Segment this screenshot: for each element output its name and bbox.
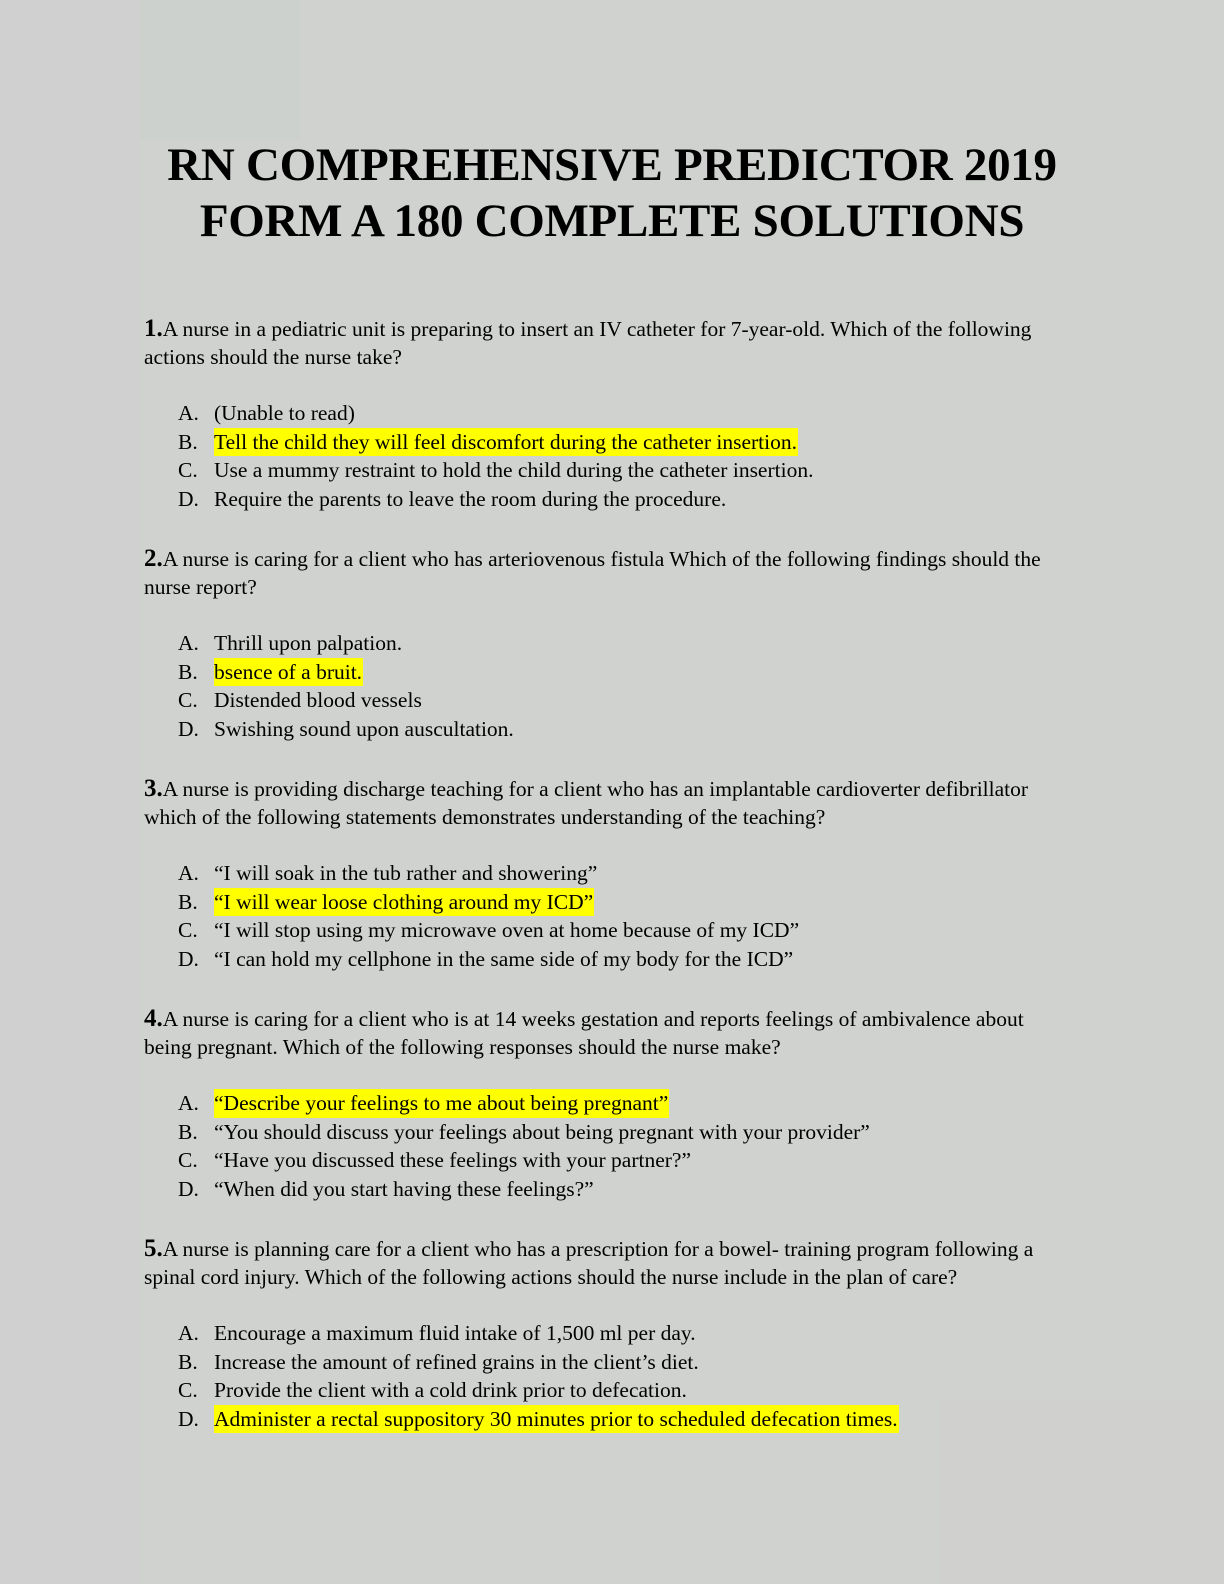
option-d-highlighted bbox=[144, 1405, 1064, 1434]
option-b-highlighted bbox=[144, 658, 1064, 687]
option-a bbox=[144, 629, 1064, 658]
option-letter: A. bbox=[178, 1091, 199, 1115]
title-line-2: FORM A 180 COMPLETE SOLUTIONS bbox=[199, 195, 1025, 247]
option-text: “I can hold my cellphone in the same side of my body for the ICD” bbox=[214, 946, 794, 971]
option-letter: C. bbox=[178, 1148, 198, 1172]
title-line-1: RN COMPREHENSIVE PREDICTOR 2019 bbox=[167, 139, 1057, 191]
option-letter: D. bbox=[178, 716, 199, 741]
option-letter: B. bbox=[178, 429, 198, 454]
option-letter: C. bbox=[178, 458, 198, 482]
option-a bbox=[144, 399, 1064, 428]
option-c bbox=[144, 1146, 1064, 1175]
option-text: Provide the client with a cold drink prior to defecation. bbox=[214, 1378, 687, 1402]
option-text: Distended blood vessels bbox=[214, 688, 422, 712]
option-c bbox=[144, 1376, 1064, 1405]
question-number: 5. bbox=[144, 1235, 163, 1262]
option-c bbox=[144, 686, 1064, 715]
option-d bbox=[144, 485, 1064, 514]
option-d bbox=[144, 945, 1064, 974]
option-text: Require the parents to leave the room during the procedure. bbox=[214, 486, 727, 511]
option-b bbox=[144, 1348, 1064, 1377]
option-letter: C. bbox=[178, 918, 198, 942]
question-stem bbox=[144, 1235, 1064, 1291]
question-number: 4. bbox=[144, 1005, 163, 1032]
option-text: “Have you discussed these feelings with your partner?” bbox=[214, 1148, 692, 1172]
option-text: Encourage a maximum fluid intake of 1,500 ml per day. bbox=[214, 1321, 696, 1345]
option-a-highlighted bbox=[144, 1089, 1064, 1118]
option-letter: A. bbox=[178, 631, 199, 655]
question-stem bbox=[144, 315, 1064, 371]
option-letter: B. bbox=[178, 1349, 198, 1374]
question-3 bbox=[144, 775, 1064, 973]
option-b bbox=[144, 1118, 1064, 1147]
question-text: A nurse is caring for a client who has arteriovenous fistula Which of the following findings should the nurse report? bbox=[144, 547, 1041, 599]
document-title bbox=[0, 137, 1224, 249]
option-text-highlighted: bsence of a bruit. bbox=[214, 658, 363, 687]
option-letter: A. bbox=[178, 1321, 199, 1345]
question-text: A nurse is planning care for a client who has a prescription for a bowel- training program following a spinal cord injury. Which of the following actions should the nurse include in the plan of care? bbox=[144, 1237, 1034, 1289]
option-text: (Unable to read) bbox=[214, 401, 355, 425]
option-letter: A. bbox=[178, 401, 199, 425]
question-text: A nurse in a pediatric unit is preparing to insert an IV catheter for 7-year-old. Which of the following actions should the nurse take? bbox=[144, 317, 1032, 369]
option-letter: B. bbox=[178, 659, 198, 684]
question-number: 1. bbox=[144, 315, 163, 342]
option-text: “I will stop using my microwave oven at home because of my ICD” bbox=[214, 918, 800, 942]
option-letter: D. bbox=[178, 1176, 199, 1201]
option-text: “When did you start having these feelings?” bbox=[214, 1176, 594, 1201]
question-4 bbox=[144, 1005, 1064, 1203]
question-number: 3. bbox=[144, 775, 163, 802]
question-number: 2. bbox=[144, 545, 163, 572]
option-text-highlighted: “I will wear loose clothing around my ICD” bbox=[214, 888, 594, 917]
question-stem bbox=[144, 1005, 1064, 1061]
question-stem bbox=[144, 775, 1064, 831]
option-letter: B. bbox=[178, 889, 198, 914]
question-text: A nurse is providing discharge teaching for a client who has an implantable cardioverter defibrillator which of the following statements demonstrates understanding of the teaching? bbox=[144, 777, 1029, 829]
option-text: Use a mummy restraint to hold the child during the catheter insertion. bbox=[214, 458, 814, 482]
option-letter: D. bbox=[178, 1406, 199, 1431]
option-c bbox=[144, 456, 1064, 485]
answer-options bbox=[144, 1319, 1064, 1433]
option-text: “I will soak in the tub rather and showering” bbox=[214, 861, 598, 885]
answer-options bbox=[144, 1089, 1064, 1203]
option-letter: C. bbox=[178, 1378, 198, 1402]
question-1 bbox=[144, 315, 1064, 513]
answer-options bbox=[144, 399, 1064, 513]
option-b-highlighted bbox=[144, 428, 1064, 457]
question-2 bbox=[144, 545, 1064, 743]
option-text-highlighted: Tell the child they will feel discomfort during the catheter insertion. bbox=[214, 428, 798, 457]
option-a bbox=[144, 859, 1064, 888]
option-text: Thrill upon palpation. bbox=[214, 631, 403, 655]
option-text: Increase the amount of refined grains in the client’s diet. bbox=[214, 1349, 699, 1374]
option-d bbox=[144, 715, 1064, 744]
option-letter: A. bbox=[178, 861, 199, 885]
option-letter: D. bbox=[178, 486, 199, 511]
answer-options bbox=[144, 859, 1064, 973]
option-text: Swishing sound upon auscultation. bbox=[214, 716, 514, 741]
question-text: A nurse is caring for a client who is at 14 weeks gestation and reports feelings of ambivalence about being pregnant. Which of the following responses should the nurse make? bbox=[144, 1007, 1024, 1059]
option-letter: B. bbox=[178, 1119, 198, 1144]
answer-options bbox=[144, 629, 1064, 743]
option-a bbox=[144, 1319, 1064, 1348]
question-stem bbox=[144, 545, 1064, 601]
question-5 bbox=[144, 1235, 1064, 1433]
option-text: “You should discuss your feelings about being pregnant with your provider” bbox=[214, 1119, 870, 1144]
option-b-highlighted bbox=[144, 888, 1064, 917]
option-text-highlighted: “Describe your feelings to me about being pregnant” bbox=[214, 1089, 669, 1118]
option-letter: C. bbox=[178, 688, 198, 712]
option-text-highlighted: Administer a rectal suppository 30 minutes prior to scheduled defecation times. bbox=[214, 1405, 899, 1434]
option-c bbox=[144, 916, 1064, 945]
option-letter: D. bbox=[178, 946, 199, 971]
option-d bbox=[144, 1175, 1064, 1204]
